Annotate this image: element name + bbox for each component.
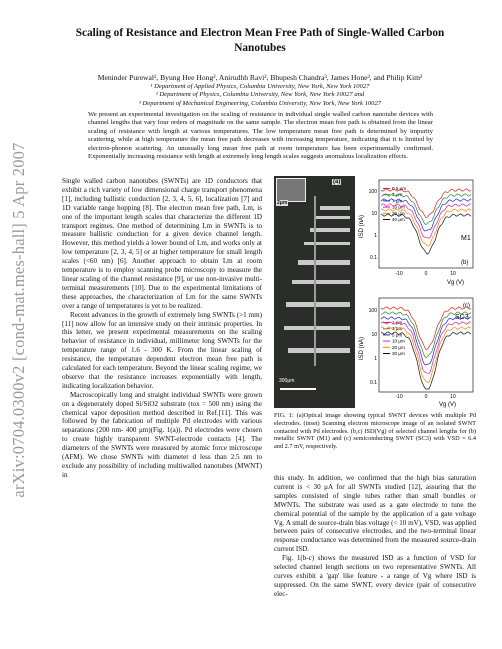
electrode [286, 302, 350, 307]
paper-title [60, 26, 460, 56]
legend-entry: 20 μm [392, 210, 405, 216]
electrode [310, 228, 350, 232]
electrode [314, 216, 350, 219]
legend-entry: 1 μm [392, 320, 403, 325]
panel-b-label: (b) [461, 260, 469, 266]
b-xtick: -10 [395, 271, 403, 277]
arxiv-identifier[interactable]: arXiv:0704.0300v2 [cond-mat.mes-hall] 5 Apr 2007 [9, 142, 28, 498]
abstract: We present an experimental investigation on the scaling of resistance in individual single walled carbon nanotube devices with channel lengths that vary four orders of magnitude on the same sample. The electron mean free path is obtained from the linear scaling of resistance with length at various temperatures. The low temperature mean free path is determined by impurity scattering, while at high temperature the mean free path decreases with increasing temperature, indicating that it is limited by electron-phonon scattering. An unusually long mean free path at room temperature has been experimentally confirmed. Exponentially increasing resistance with length at extremely long length scales suggests anomalous localization effects. [88, 111, 433, 161]
legend-entry: 3 μm [392, 326, 403, 332]
legend-entry: 10 μm [392, 204, 405, 210]
c-ytick: 100 [368, 308, 377, 314]
panel-b [359, 180, 473, 286]
legend-entry: 20 μm [392, 344, 405, 350]
affiliation-2: ² Department of Physics, Columbia University, New York, New York 10027 and [155, 91, 365, 99]
electrode [304, 242, 350, 245]
b-xtick: 0 [424, 271, 428, 277]
legend-entry: 40 μm [392, 217, 405, 222]
c-ytick: 10 [371, 332, 377, 338]
b-ytick: 100 [368, 189, 377, 195]
nanotube-line [314, 196, 316, 366]
title-line-2: Nanotubes [234, 42, 286, 54]
panel-b-ylabel: ISD (nA) [359, 214, 365, 238]
device-label-m1: M1 [461, 235, 471, 242]
panel-c-label: (c) [463, 303, 470, 309]
left-column [62, 177, 262, 480]
b-xtick: 10 [450, 271, 456, 277]
b-ytick: 1 [374, 233, 377, 239]
paragraph: Macroscopically long and straight individual SWNTs were grown on a degenerately doped Si/SiO2 substrate (tox = 500 nm) using the chemical vapor deposition method described in Ref.[11]. This was followed by the fabrication of multiple Pd electrodes with various separations (200 nm- 400 μm)(Fig. 1(a)). Pd electrodes were chosen to create highly transparent SWNT-electrode contacts [4]. The diameters of the SWNTs were measured by atomic force microscope (AFM). We chose SWNTs with diameter d less than 2.5 nm to exclude any possibility of including multiwalled nanotubes (MWNT) in [62, 390, 262, 479]
figure-1bc-plots [357, 176, 477, 408]
panel-a-label: (a) [333, 179, 341, 185]
sem-inset [276, 178, 306, 202]
paragraph: Single walled carbon nanotubes (SWNTs) are 1D conductors that exhibit a rich variety of low dimensional charge transport phenomena [1], including ballistic conduction [2, 3, 4, 5, 6], localization [7] and 1D variable range hopping [8]. The electron mean free path, Lm, is one of the important length scales that characterize the different 1D transport regimes. One method of determining Lm in SWNTs is to measure ballistic conduction for a given device channel length. However, this method yields a lower bound of Lm, and works only at low temperature [2, 3, 4, 5] or at higher temperature for small length scales (<60 nm) [6]. Another approach to obtain Lm at room temperature is to employ scanning probe microscopy to measure the linear scaling of the channel resistance [9], or use non-invasive multi-terminal measurements [10]. Due to the experimental limitations of these approaches, the characterization of Lm for the same SWNTs over a range of temperatures is yet to be realized. [62, 177, 262, 310]
b-ytick: 10 [371, 211, 377, 217]
paragraph: this study. In addition, we confirmed that the high bias saturation current is < 30 μA for all SWNTs studied [12], assuring that the samples consisted of single tubes rather than small bundles or MWNTs. The substrate was used as a gate electrode to tune the chemical potential of the sample by the application of a gate voltage Vg. A small de source-drain bias voltage (< 10 mV), VSD, was applied between pairs of consecutive electrodes, and the two-terminal linear response conductance was determined from the measured source-drain current ISD. [274, 474, 476, 554]
author-list: Meninder Purewal¹, Byung Hee Hong², Anirudhh Ravi², Bhupesh Chandra³, James Hone³, and Philip Kim² [97, 73, 423, 82]
c-xtick: 0 [424, 394, 428, 400]
c-ytick: 1 [374, 356, 377, 362]
title-line-1: Scaling of Resistance and Electron Mean Free Path of Single-Walled Carbon [75, 27, 445, 39]
legend-entry: 5 μm [392, 332, 403, 338]
panel-c [359, 298, 473, 408]
inset-scale-label: 2μm [277, 200, 288, 206]
b-ytick: 0.1 [370, 255, 377, 261]
affiliation-1: ¹ Department of Applied Physics, Columbia University, New York, New York 10027 [150, 83, 370, 90]
scale-bar [280, 388, 316, 390]
c-xtick: -10 [395, 394, 403, 400]
legend-entry: 30 μm [392, 351, 405, 356]
c-ytick: 0.1 [370, 380, 377, 386]
scale-bar-label: 300μm [279, 378, 295, 384]
figure-caption: FIG. 1: (a)Optical image showing typical SWNT devices with multiple Pd electrodes. (inset) Scanning electron microscope image of an isolated SWNT contacted with Pd electrodes. (b,c) ISD(Vg) of selected channel lengths for (b) metallic SWNT (M1) and (c) semiconducting SWNT (SC3) with VSD = 6.4 and 2.7 mV, respectively. [274, 412, 476, 451]
electrode [298, 260, 350, 265]
device-label-sc3: SC3 [455, 314, 469, 321]
legend-entry: 0.8 μm [392, 186, 407, 191]
paragraph: Fig. 1(b-c) shows the measured ISD as a function of VSD for selected channel length sections on two representative SWNTs. All curves exhibit a 'gap' like feature - a range of Vg where ISD is suppressed. On the same SWNT, every device (pair of consecutive elec- [274, 554, 476, 598]
paragraph: Recent advances in the growth of extremely long SWNTs (>1 mm) [11] now allow for an intensive study on their intrinsic properties. In this letter, we present experimental measurements on the scaling behavior of resistance in individual, millimeter long SWNTs for the temperature range of 1.6 - 300 K. From the linear scaling of resistance, the temperature dependent electron mean free path is calculated for each temperature. Beyond the linear scaling regime, we observe that the resistance increases exponentially with length, indicating localization behavior. [62, 310, 262, 390]
legend-entry: 7 μm [392, 198, 403, 204]
c-xlabel: Vg (V) [439, 402, 457, 408]
electrode [320, 206, 350, 210]
right-column [274, 474, 476, 599]
b-xlabel: Vg (V) [447, 280, 465, 286]
affiliations [40, 83, 480, 108]
affiliation-3: ³ Department of Mechanical Engineering, Columbia University, New York, New York 10027 [138, 99, 382, 107]
arxiv-sidebar [4, 130, 34, 510]
electrode [288, 348, 350, 353]
electrode [284, 326, 350, 330]
c-xtick: 10 [450, 394, 456, 400]
figure-1a-optical-image [274, 176, 355, 408]
electrode [292, 280, 350, 284]
legend-entry: 3 μm [392, 192, 403, 198]
legend-entry: 10 μm [392, 338, 405, 344]
panel-c-ylabel: ISD (nA) [359, 336, 365, 360]
